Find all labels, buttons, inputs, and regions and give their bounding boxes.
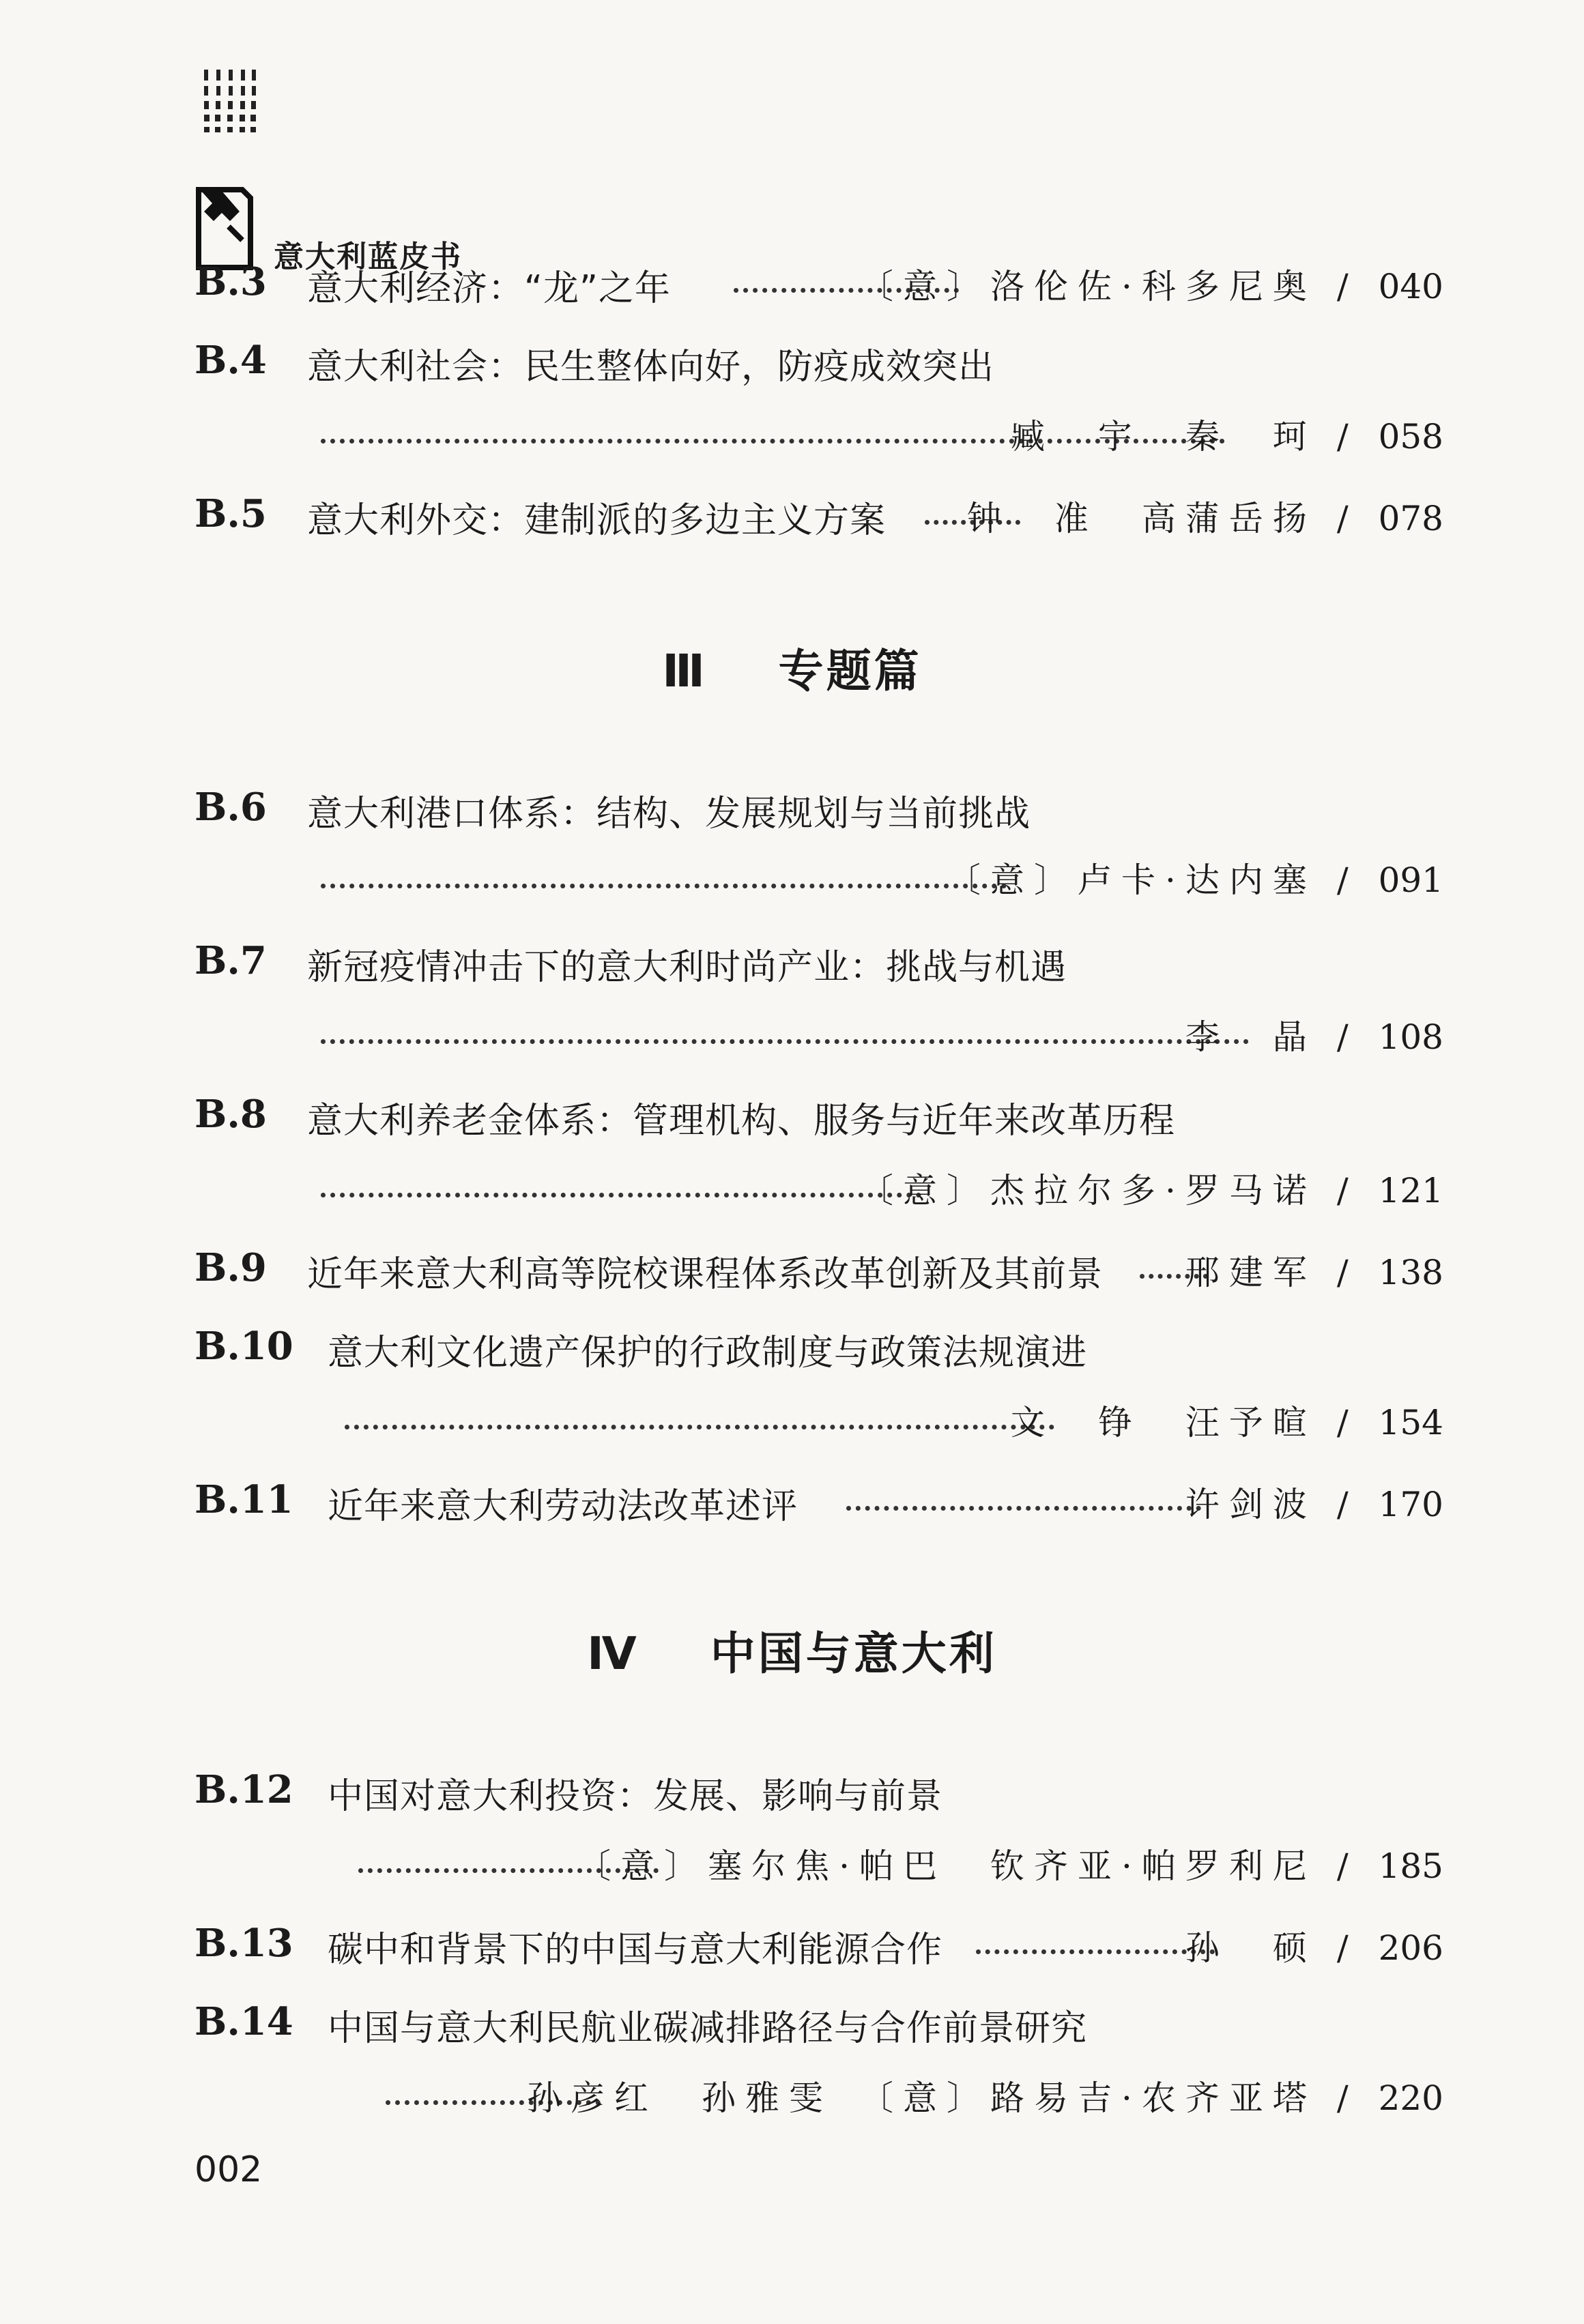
entry-page: 154: [1378, 1403, 1443, 1442]
running-header: [195, 68, 672, 274]
toc-entry-b12[interactable]: [195, 1767, 1443, 1886]
entry-number: B.9: [195, 1245, 267, 1290]
entry-author: 〔意〕杰拉尔多·罗马诺 / 121: [859, 1171, 1443, 1210]
toc-entry-b13[interactable]: [195, 1921, 1443, 1975]
entry-number: B.10: [195, 1324, 293, 1369]
toc-entry-b10[interactable]: [195, 1324, 1443, 1440]
entry-page: 078: [1378, 499, 1443, 538]
dot-grid-decoration: [203, 68, 257, 150]
dot-leader: [321, 884, 1007, 888]
book-title: 意大利蓝皮书: [274, 239, 462, 274]
section-name: 中国与意大利: [710, 1627, 997, 1680]
entry-title: 近年来意大利劳动法改革述评: [328, 1486, 798, 1527]
entry-title: 意大利文化遗产保护的行政制度与政策法规演进: [328, 1333, 1088, 1374]
entry-author: 钟 准 高蒲岳扬 / 078: [966, 499, 1443, 538]
entry-author: 孙 硕 / 206: [1185, 1928, 1443, 1968]
entry-author: 臧 宇 秦 珂 / 058: [1010, 417, 1443, 456]
entry-number: B.11: [195, 1477, 293, 1522]
entry-page: 121: [1378, 1171, 1443, 1210]
entry-page: 091: [1378, 860, 1443, 900]
entry-title: 近年来意大利高等院校课程体系改革创新及其前景: [307, 1254, 1104, 1295]
entry-page: 185: [1378, 1846, 1443, 1886]
entry-title: 中国与意大利民航业碳减排路径与合作前景研究: [328, 2008, 1088, 2049]
section-numeral: Ⅳ: [587, 1627, 639, 1680]
entry-title: 意大利经济：“龙”之年: [307, 268, 671, 309]
section-name: 专题篇: [778, 645, 922, 697]
entry-number: B.14: [195, 1999, 293, 2044]
entry-author: 文 铮 汪予暄 / 154: [1010, 1403, 1443, 1442]
section-heading-3: [0, 635, 1584, 699]
entry-author: 孙彦红 孙雅雯 〔意〕路易吉·农齐亚塔 / 220: [527, 2078, 1443, 2118]
entry-number: B.8: [195, 1092, 267, 1137]
entry-author: 李 晶 / 108: [1185, 1017, 1443, 1057]
section-numeral: Ⅲ: [662, 645, 708, 697]
entry-author: 〔意〕洛伦佐·科多尼奥 / 040: [859, 267, 1443, 306]
toc-entry-b4[interactable]: [195, 338, 1443, 454]
entry-title: 碳中和背景下的中国与意大利能源合作: [328, 1930, 943, 1971]
toc-entry-b6[interactable]: [195, 785, 1443, 901]
toc-entry-b14[interactable]: [195, 1999, 1443, 2118]
dot-leader: [345, 1425, 1054, 1429]
entry-author: 〔意〕塞尔焦·帕巴 钦齐亚·帕罗利尼 / 185: [577, 1846, 1443, 1886]
entry-page: 206: [1378, 1928, 1443, 1968]
entry-page: 220: [1378, 2078, 1443, 2118]
entry-author: 〔意〕卢卡·达内塞 / 091: [947, 860, 1443, 900]
dot-leader: [976, 1949, 1215, 1954]
entry-page: 040: [1378, 267, 1443, 306]
page-number: 002: [195, 2149, 263, 2190]
entry-page: 058: [1378, 417, 1443, 456]
toc-entry-b11[interactable]: [195, 1477, 1443, 1532]
entry-title: 意大利外交：建制派的多边主义方案: [307, 500, 887, 541]
entry-title: 意大利社会：民生整体向好，防疫成效突出: [307, 347, 995, 388]
toc-entry-b8[interactable]: [195, 1092, 1443, 1208]
entry-author: 邢建军 / 138: [1185, 1253, 1443, 1292]
entry-title: 中国对意大利投资：发展、影响与前景: [328, 1776, 943, 1817]
entry-number: B.5: [195, 491, 267, 536]
toc-entry-b9[interactable]: [195, 1245, 1443, 1300]
entry-page: 138: [1378, 1253, 1443, 1292]
entry-title: 新冠疫情冲击下的意大利时尚产业：挑战与机遇: [307, 947, 1067, 988]
entry-title: 意大利养老金体系：管理机构、服务与近年来改革历程: [307, 1101, 1176, 1142]
section-heading-4: [0, 1617, 1584, 1682]
entry-number: B.12: [195, 1767, 293, 1812]
toc-entry-b5[interactable]: [195, 491, 1443, 546]
entry-author: 许剑波 / 170: [1185, 1485, 1443, 1524]
entry-number: B.6: [195, 785, 267, 830]
entry-page: 170: [1378, 1485, 1443, 1524]
entry-number: B.7: [195, 938, 267, 983]
dot-leader: [846, 1506, 1201, 1511]
entry-page: 108: [1378, 1017, 1443, 1057]
entry-number: B.13: [195, 1921, 293, 1966]
toc-entry-b3[interactable]: [195, 259, 1443, 314]
entry-title: 意大利港口体系：结构、发展规划与当前挑战: [307, 794, 1031, 834]
toc-entry-b7[interactable]: [195, 938, 1443, 1057]
entry-number: B.3: [195, 259, 267, 304]
dot-leader: [321, 1039, 1249, 1044]
dot-leader: [321, 1193, 921, 1197]
entry-number: B.4: [195, 338, 267, 383]
